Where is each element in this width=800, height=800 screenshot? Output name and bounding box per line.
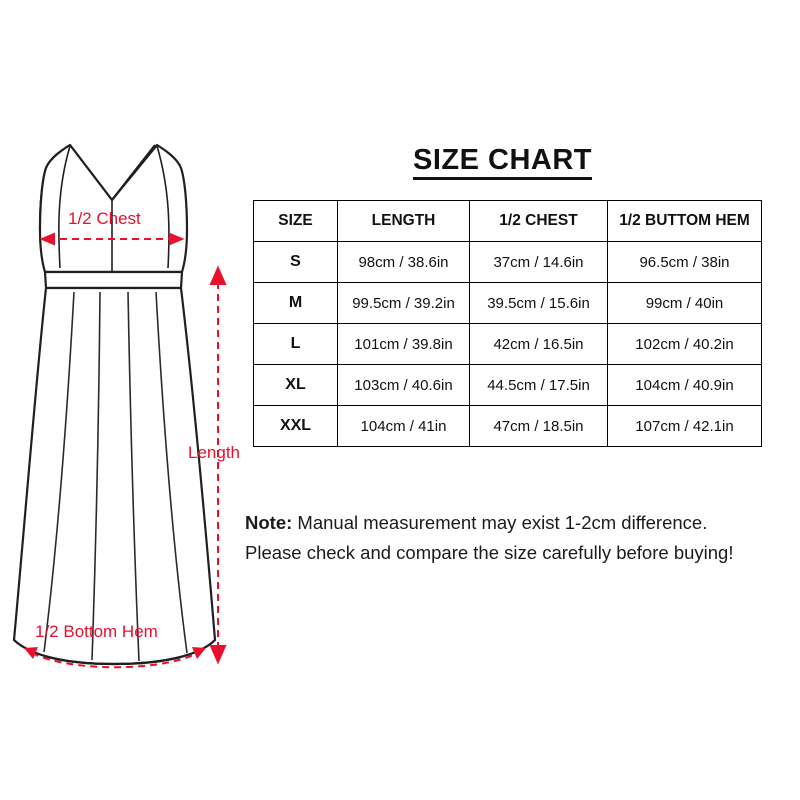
cell-chest: 44.5cm / 17.5in (470, 365, 608, 406)
note-block (245, 508, 790, 568)
cell-size: XXL (254, 406, 338, 447)
page-title: SIZE CHART (413, 146, 592, 180)
table-header-row (254, 201, 762, 242)
cell-length: 98cm / 38.6in (338, 242, 470, 283)
column-header-length: LENGTH (338, 201, 470, 242)
cell-hem: 99cm / 40in (608, 283, 762, 324)
cell-size: M (254, 283, 338, 324)
column-header-chest: 1/2 CHEST (470, 201, 608, 242)
label-length: Length (188, 443, 240, 462)
note-line-2: Please check and compare the size carefully before buying! (245, 542, 734, 563)
note-line-1: Manual measurement may exist 1-2cm difference. (292, 512, 708, 533)
cell-size: L (254, 324, 338, 365)
cell-hem: 104cm / 40.9in (608, 365, 762, 406)
column-header-size: SIZE (254, 201, 338, 242)
size-chart-panel (245, 0, 800, 800)
cell-hem: 102cm / 40.2in (608, 324, 762, 365)
label-half-chest: 1/2 Chest (68, 209, 141, 228)
column-header-hem: 1/2 BUTTOM HEM (608, 201, 762, 242)
cell-length: 101cm / 39.8in (338, 324, 470, 365)
cell-length: 104cm / 41in (338, 406, 470, 447)
cell-hem: 96.5cm / 38in (608, 242, 762, 283)
cell-hem: 107cm / 42.1in (608, 406, 762, 447)
cell-chest: 39.5cm / 15.6in (470, 283, 608, 324)
cell-length: 103cm / 40.6in (338, 365, 470, 406)
size-table (253, 200, 762, 447)
table-row (254, 365, 762, 406)
cell-chest: 47cm / 18.5in (470, 406, 608, 447)
dress-illustration (0, 0, 250, 800)
cell-size: S (254, 242, 338, 283)
length-measure-arrow (211, 268, 225, 662)
label-half-bottom-hem: 1/2 Bottom Hem (35, 622, 158, 641)
table-row (254, 406, 762, 447)
cell-chest: 37cm / 14.6in (470, 242, 608, 283)
table-row (254, 283, 762, 324)
cell-chest: 42cm / 16.5in (470, 324, 608, 365)
table-row (254, 242, 762, 283)
cell-size: XL (254, 365, 338, 406)
cell-length: 99.5cm / 39.2in (338, 283, 470, 324)
table-row (254, 324, 762, 365)
note-prefix: Note: (245, 512, 293, 533)
